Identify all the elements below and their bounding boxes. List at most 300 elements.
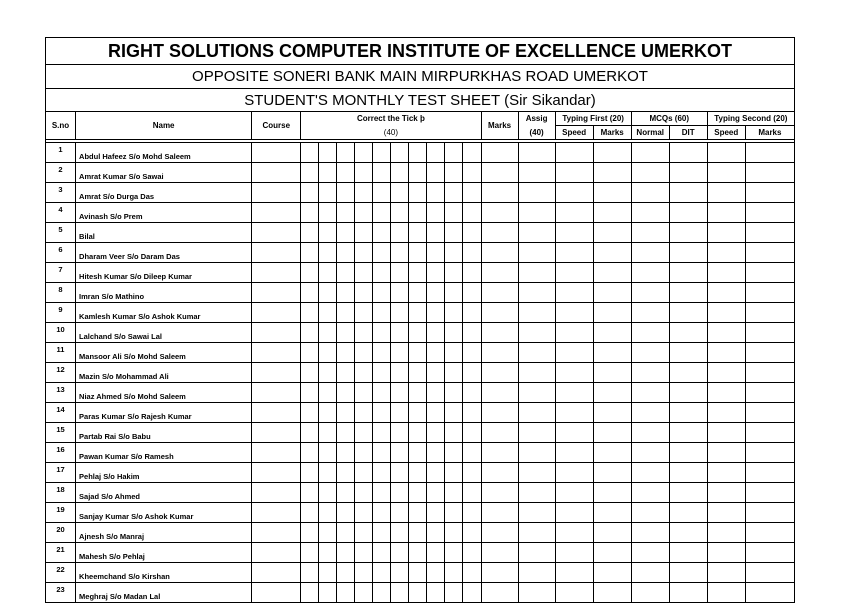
entry-cell[interactable] <box>409 243 427 263</box>
entry-cell[interactable] <box>593 323 631 343</box>
entry-cell[interactable] <box>301 423 319 443</box>
entry-cell[interactable] <box>427 263 445 283</box>
entry-cell[interactable] <box>301 343 319 363</box>
entry-cell[interactable] <box>301 183 319 203</box>
entry-cell[interactable] <box>631 243 669 263</box>
entry-cell[interactable] <box>373 303 391 323</box>
entry-cell[interactable] <box>669 243 707 263</box>
entry-cell[interactable] <box>631 463 669 483</box>
entry-cell[interactable] <box>319 223 337 243</box>
entry-cell[interactable] <box>252 223 301 243</box>
entry-cell[interactable] <box>337 223 355 243</box>
entry-cell[interactable] <box>373 323 391 343</box>
entry-cell[interactable] <box>427 223 445 243</box>
entry-cell[interactable] <box>445 243 463 263</box>
entry-cell[interactable] <box>391 223 409 243</box>
entry-cell[interactable] <box>481 423 518 443</box>
entry-cell[interactable] <box>252 423 301 443</box>
entry-cell[interactable] <box>707 543 745 563</box>
entry-cell[interactable] <box>745 563 794 583</box>
entry-cell[interactable] <box>593 563 631 583</box>
entry-cell[interactable] <box>319 583 337 603</box>
entry-cell[interactable] <box>669 303 707 323</box>
entry-cell[interactable] <box>555 423 593 443</box>
entry-cell[interactable] <box>463 223 481 243</box>
entry-cell[interactable] <box>631 543 669 563</box>
entry-cell[interactable] <box>631 383 669 403</box>
entry-cell[interactable] <box>391 183 409 203</box>
entry-cell[interactable] <box>373 243 391 263</box>
entry-cell[interactable] <box>745 203 794 223</box>
entry-cell[interactable] <box>373 443 391 463</box>
entry-cell[interactable] <box>337 303 355 323</box>
entry-cell[interactable] <box>252 163 301 183</box>
entry-cell[interactable] <box>355 243 373 263</box>
entry-cell[interactable] <box>252 143 301 163</box>
entry-cell[interactable] <box>481 163 518 183</box>
entry-cell[interactable] <box>409 143 427 163</box>
entry-cell[interactable] <box>391 463 409 483</box>
entry-cell[interactable] <box>337 203 355 223</box>
entry-cell[interactable] <box>669 563 707 583</box>
entry-cell[interactable] <box>593 543 631 563</box>
entry-cell[interactable] <box>669 323 707 343</box>
entry-cell[interactable] <box>301 443 319 463</box>
entry-cell[interactable] <box>319 503 337 523</box>
entry-cell[interactable] <box>555 223 593 243</box>
entry-cell[interactable] <box>463 583 481 603</box>
entry-cell[interactable] <box>319 383 337 403</box>
entry-cell[interactable] <box>391 523 409 543</box>
entry-cell[interactable] <box>337 243 355 263</box>
entry-cell[interactable] <box>481 303 518 323</box>
entry-cell[interactable] <box>301 303 319 323</box>
entry-cell[interactable] <box>319 403 337 423</box>
entry-cell[interactable] <box>631 223 669 243</box>
entry-cell[interactable] <box>463 383 481 403</box>
entry-cell[interactable] <box>669 223 707 243</box>
entry-cell[interactable] <box>427 303 445 323</box>
entry-cell[interactable] <box>337 143 355 163</box>
entry-cell[interactable] <box>337 523 355 543</box>
entry-cell[interactable] <box>409 463 427 483</box>
entry-cell[interactable] <box>391 503 409 523</box>
entry-cell[interactable] <box>373 283 391 303</box>
entry-cell[interactable] <box>593 503 631 523</box>
entry-cell[interactable] <box>427 423 445 443</box>
entry-cell[interactable] <box>669 163 707 183</box>
entry-cell[interactable] <box>337 163 355 183</box>
entry-cell[interactable] <box>445 303 463 323</box>
entry-cell[interactable] <box>555 263 593 283</box>
entry-cell[interactable] <box>337 423 355 443</box>
entry-cell[interactable] <box>745 503 794 523</box>
entry-cell[interactable] <box>707 283 745 303</box>
entry-cell[interactable] <box>445 503 463 523</box>
entry-cell[interactable] <box>301 143 319 163</box>
entry-cell[interactable] <box>745 543 794 563</box>
entry-cell[interactable] <box>373 163 391 183</box>
entry-cell[interactable] <box>463 463 481 483</box>
entry-cell[interactable] <box>463 483 481 503</box>
entry-cell[interactable] <box>409 223 427 243</box>
entry-cell[interactable] <box>373 383 391 403</box>
entry-cell[interactable] <box>707 563 745 583</box>
entry-cell[interactable] <box>745 363 794 383</box>
entry-cell[interactable] <box>463 263 481 283</box>
entry-cell[interactable] <box>631 163 669 183</box>
entry-cell[interactable] <box>707 523 745 543</box>
entry-cell[interactable] <box>427 343 445 363</box>
entry-cell[interactable] <box>555 583 593 603</box>
entry-cell[interactable] <box>301 223 319 243</box>
entry-cell[interactable] <box>555 383 593 403</box>
entry-cell[interactable] <box>301 363 319 383</box>
entry-cell[interactable] <box>355 203 373 223</box>
entry-cell[interactable] <box>745 303 794 323</box>
entry-cell[interactable] <box>427 403 445 423</box>
entry-cell[interactable] <box>445 263 463 283</box>
entry-cell[interactable] <box>631 403 669 423</box>
entry-cell[interactable] <box>337 363 355 383</box>
entry-cell[interactable] <box>593 443 631 463</box>
entry-cell[interactable] <box>409 583 427 603</box>
entry-cell[interactable] <box>707 503 745 523</box>
entry-cell[interactable] <box>409 483 427 503</box>
entry-cell[interactable] <box>355 263 373 283</box>
entry-cell[interactable] <box>745 263 794 283</box>
entry-cell[interactable] <box>707 463 745 483</box>
entry-cell[interactable] <box>427 243 445 263</box>
entry-cell[interactable] <box>319 523 337 543</box>
entry-cell[interactable] <box>463 183 481 203</box>
entry-cell[interactable] <box>355 403 373 423</box>
entry-cell[interactable] <box>631 423 669 443</box>
entry-cell[interactable] <box>409 383 427 403</box>
entry-cell[interactable] <box>355 143 373 163</box>
entry-cell[interactable] <box>445 203 463 223</box>
entry-cell[interactable] <box>252 503 301 523</box>
entry-cell[interactable] <box>319 243 337 263</box>
entry-cell[interactable] <box>463 563 481 583</box>
entry-cell[interactable] <box>373 183 391 203</box>
entry-cell[interactable] <box>319 203 337 223</box>
entry-cell[interactable] <box>555 183 593 203</box>
entry-cell[interactable] <box>337 483 355 503</box>
entry-cell[interactable] <box>745 403 794 423</box>
entry-cell[interactable] <box>445 563 463 583</box>
entry-cell[interactable] <box>707 243 745 263</box>
entry-cell[interactable] <box>252 283 301 303</box>
entry-cell[interactable] <box>409 283 427 303</box>
entry-cell[interactable] <box>252 203 301 223</box>
entry-cell[interactable] <box>631 143 669 163</box>
entry-cell[interactable] <box>252 343 301 363</box>
entry-cell[interactable] <box>463 143 481 163</box>
entry-cell[interactable] <box>373 503 391 523</box>
entry-cell[interactable] <box>481 223 518 243</box>
entry-cell[interactable] <box>319 303 337 323</box>
entry-cell[interactable] <box>337 543 355 563</box>
entry-cell[interactable] <box>669 503 707 523</box>
entry-cell[interactable] <box>409 503 427 523</box>
entry-cell[interactable] <box>593 163 631 183</box>
entry-cell[interactable] <box>707 343 745 363</box>
entry-cell[interactable] <box>593 283 631 303</box>
entry-cell[interactable] <box>593 423 631 443</box>
entry-cell[interactable] <box>355 463 373 483</box>
entry-cell[interactable] <box>445 583 463 603</box>
entry-cell[interactable] <box>355 283 373 303</box>
entry-cell[interactable] <box>252 483 301 503</box>
entry-cell[interactable] <box>301 283 319 303</box>
entry-cell[interactable] <box>463 283 481 303</box>
entry-cell[interactable] <box>391 343 409 363</box>
entry-cell[interactable] <box>518 443 555 463</box>
entry-cell[interactable] <box>518 203 555 223</box>
entry-cell[interactable] <box>481 243 518 263</box>
entry-cell[interactable] <box>631 443 669 463</box>
entry-cell[interactable] <box>463 343 481 363</box>
entry-cell[interactable] <box>745 483 794 503</box>
entry-cell[interactable] <box>391 443 409 463</box>
entry-cell[interactable] <box>427 143 445 163</box>
entry-cell[interactable] <box>669 483 707 503</box>
entry-cell[interactable] <box>745 143 794 163</box>
entry-cell[interactable] <box>518 503 555 523</box>
entry-cell[interactable] <box>319 163 337 183</box>
entry-cell[interactable] <box>463 323 481 343</box>
entry-cell[interactable] <box>463 303 481 323</box>
entry-cell[interactable] <box>301 543 319 563</box>
entry-cell[interactable] <box>445 223 463 243</box>
entry-cell[interactable] <box>373 263 391 283</box>
entry-cell[interactable] <box>669 423 707 443</box>
entry-cell[interactable] <box>409 263 427 283</box>
entry-cell[interactable] <box>373 343 391 363</box>
entry-cell[interactable] <box>593 303 631 323</box>
entry-cell[interactable] <box>427 443 445 463</box>
entry-cell[interactable] <box>301 583 319 603</box>
entry-cell[interactable] <box>593 263 631 283</box>
entry-cell[interactable] <box>301 403 319 423</box>
entry-cell[interactable] <box>409 363 427 383</box>
entry-cell[interactable] <box>355 523 373 543</box>
entry-cell[interactable] <box>409 343 427 363</box>
entry-cell[interactable] <box>409 443 427 463</box>
entry-cell[interactable] <box>481 583 518 603</box>
entry-cell[interactable] <box>518 183 555 203</box>
entry-cell[interactable] <box>319 543 337 563</box>
entry-cell[interactable] <box>631 323 669 343</box>
entry-cell[interactable] <box>631 363 669 383</box>
entry-cell[interactable] <box>409 183 427 203</box>
entry-cell[interactable] <box>481 363 518 383</box>
entry-cell[interactable] <box>373 363 391 383</box>
entry-cell[interactable] <box>555 503 593 523</box>
entry-cell[interactable] <box>707 303 745 323</box>
entry-cell[interactable] <box>518 163 555 183</box>
entry-cell[interactable] <box>555 483 593 503</box>
entry-cell[interactable] <box>301 503 319 523</box>
entry-cell[interactable] <box>631 283 669 303</box>
entry-cell[interactable] <box>631 583 669 603</box>
entry-cell[interactable] <box>252 383 301 403</box>
entry-cell[interactable] <box>445 183 463 203</box>
entry-cell[interactable] <box>355 483 373 503</box>
entry-cell[interactable] <box>745 523 794 543</box>
entry-cell[interactable] <box>355 423 373 443</box>
entry-cell[interactable] <box>518 483 555 503</box>
entry-cell[interactable] <box>373 143 391 163</box>
entry-cell[interactable] <box>445 543 463 563</box>
entry-cell[interactable] <box>745 283 794 303</box>
entry-cell[interactable] <box>427 383 445 403</box>
entry-cell[interactable] <box>745 223 794 243</box>
entry-cell[interactable] <box>555 523 593 543</box>
entry-cell[interactable] <box>707 403 745 423</box>
entry-cell[interactable] <box>669 523 707 543</box>
entry-cell[interactable] <box>593 203 631 223</box>
entry-cell[interactable] <box>518 463 555 483</box>
entry-cell[interactable] <box>445 143 463 163</box>
entry-cell[interactable] <box>631 203 669 223</box>
entry-cell[interactable] <box>355 223 373 243</box>
entry-cell[interactable] <box>481 323 518 343</box>
entry-cell[interactable] <box>593 183 631 203</box>
entry-cell[interactable] <box>319 263 337 283</box>
entry-cell[interactable] <box>745 183 794 203</box>
entry-cell[interactable] <box>355 563 373 583</box>
entry-cell[interactable] <box>555 203 593 223</box>
entry-cell[interactable] <box>555 243 593 263</box>
entry-cell[interactable] <box>301 323 319 343</box>
entry-cell[interactable] <box>427 183 445 203</box>
entry-cell[interactable] <box>445 383 463 403</box>
entry-cell[interactable] <box>391 243 409 263</box>
entry-cell[interactable] <box>555 163 593 183</box>
entry-cell[interactable] <box>445 323 463 343</box>
entry-cell[interactable] <box>463 163 481 183</box>
entry-cell[interactable] <box>593 363 631 383</box>
entry-cell[interactable] <box>337 183 355 203</box>
entry-cell[interactable] <box>319 143 337 163</box>
entry-cell[interactable] <box>555 443 593 463</box>
entry-cell[interactable] <box>391 563 409 583</box>
entry-cell[interactable] <box>355 443 373 463</box>
entry-cell[interactable] <box>337 503 355 523</box>
entry-cell[interactable] <box>463 363 481 383</box>
entry-cell[interactable] <box>707 583 745 603</box>
entry-cell[interactable] <box>707 483 745 503</box>
entry-cell[interactable] <box>337 463 355 483</box>
entry-cell[interactable] <box>252 403 301 423</box>
entry-cell[interactable] <box>481 343 518 363</box>
entry-cell[interactable] <box>301 563 319 583</box>
entry-cell[interactable] <box>463 523 481 543</box>
entry-cell[interactable] <box>518 403 555 423</box>
entry-cell[interactable] <box>337 563 355 583</box>
entry-cell[interactable] <box>669 203 707 223</box>
entry-cell[interactable] <box>252 303 301 323</box>
entry-cell[interactable] <box>481 403 518 423</box>
entry-cell[interactable] <box>555 303 593 323</box>
entry-cell[interactable] <box>481 483 518 503</box>
entry-cell[interactable] <box>555 323 593 343</box>
entry-cell[interactable] <box>463 423 481 443</box>
entry-cell[interactable] <box>391 143 409 163</box>
entry-cell[interactable] <box>631 483 669 503</box>
entry-cell[interactable] <box>518 143 555 163</box>
entry-cell[interactable] <box>707 383 745 403</box>
entry-cell[interactable] <box>301 463 319 483</box>
entry-cell[interactable] <box>445 363 463 383</box>
entry-cell[interactable] <box>481 443 518 463</box>
entry-cell[interactable] <box>631 523 669 543</box>
entry-cell[interactable] <box>319 463 337 483</box>
entry-cell[interactable] <box>669 383 707 403</box>
entry-cell[interactable] <box>427 323 445 343</box>
entry-cell[interactable] <box>409 543 427 563</box>
entry-cell[interactable] <box>631 263 669 283</box>
entry-cell[interactable] <box>252 463 301 483</box>
entry-cell[interactable] <box>593 383 631 403</box>
entry-cell[interactable] <box>631 503 669 523</box>
entry-cell[interactable] <box>319 323 337 343</box>
entry-cell[interactable] <box>373 463 391 483</box>
entry-cell[interactable] <box>481 283 518 303</box>
entry-cell[interactable] <box>593 343 631 363</box>
entry-cell[interactable] <box>631 563 669 583</box>
entry-cell[interactable] <box>355 163 373 183</box>
entry-cell[interactable] <box>463 543 481 563</box>
entry-cell[interactable] <box>409 303 427 323</box>
entry-cell[interactable] <box>409 523 427 543</box>
entry-cell[interactable] <box>427 203 445 223</box>
entry-cell[interactable] <box>745 163 794 183</box>
entry-cell[interactable] <box>745 243 794 263</box>
entry-cell[interactable] <box>593 143 631 163</box>
entry-cell[interactable] <box>555 563 593 583</box>
entry-cell[interactable] <box>427 563 445 583</box>
entry-cell[interactable] <box>481 183 518 203</box>
entry-cell[interactable] <box>745 423 794 443</box>
entry-cell[interactable] <box>391 543 409 563</box>
entry-cell[interactable] <box>252 323 301 343</box>
entry-cell[interactable] <box>301 523 319 543</box>
entry-cell[interactable] <box>301 383 319 403</box>
entry-cell[interactable] <box>252 263 301 283</box>
entry-cell[interactable] <box>518 383 555 403</box>
entry-cell[interactable] <box>518 343 555 363</box>
entry-cell[interactable] <box>319 443 337 463</box>
entry-cell[interactable] <box>337 383 355 403</box>
entry-cell[interactable] <box>409 563 427 583</box>
entry-cell[interactable] <box>707 143 745 163</box>
entry-cell[interactable] <box>373 523 391 543</box>
entry-cell[interactable] <box>555 403 593 423</box>
entry-cell[interactable] <box>518 523 555 543</box>
entry-cell[interactable] <box>373 583 391 603</box>
entry-cell[interactable] <box>631 343 669 363</box>
entry-cell[interactable] <box>745 383 794 403</box>
entry-cell[interactable] <box>445 463 463 483</box>
entry-cell[interactable] <box>373 403 391 423</box>
entry-cell[interactable] <box>319 283 337 303</box>
entry-cell[interactable] <box>555 283 593 303</box>
entry-cell[interactable] <box>518 423 555 443</box>
entry-cell[interactable] <box>373 423 391 443</box>
